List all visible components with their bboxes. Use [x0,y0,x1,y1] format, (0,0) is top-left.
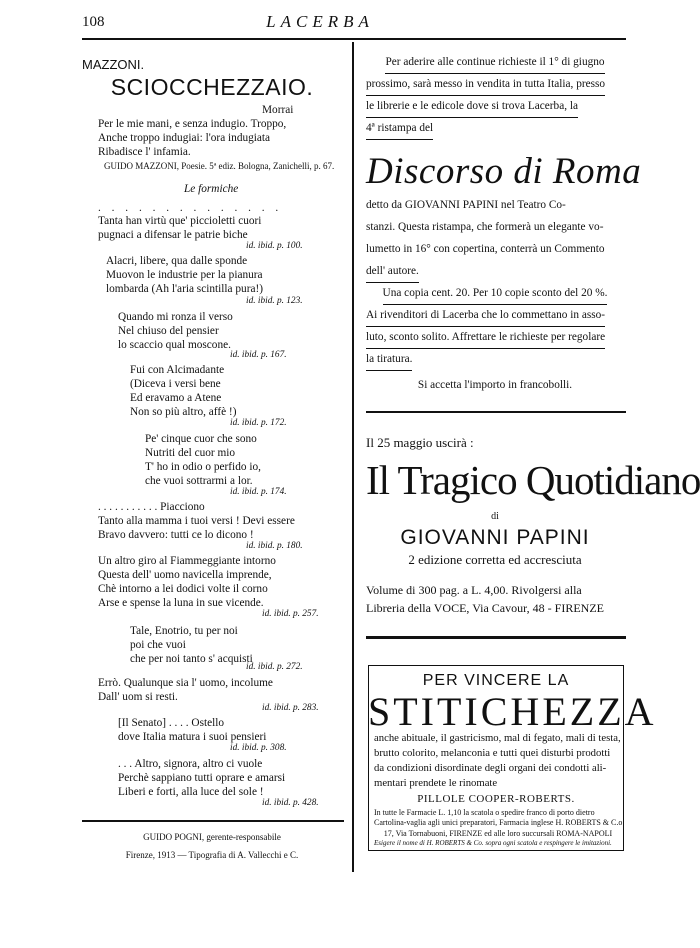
ad-small-line: In tutte le Farmacie L. 1,10 la scatola o spedire franco di porto dietro [374,808,595,817]
poem-line: Alacri, libere, qua dalle sponde [106,255,248,267]
poem-line: Liberi e forti, alla luce del sole ! [118,786,264,798]
poem-line: Bravo davvero: tutti ce lo dicono ! [98,529,254,541]
by-word: di [491,511,499,522]
ad-heading: PER VINCERE LA [422,672,570,689]
poem-line: Ribadisce l' infamia. [98,146,191,158]
ad-body-line: anche abituale, il gastricismo, mal di fegato, mali di testa, [374,732,621,744]
poem-line: T' ho in odio o perfido io, [145,461,261,473]
book-title-discorso: Discorso di Roma [366,151,642,192]
ad-intro-line [366,75,624,96]
ad-price-line [366,350,624,371]
ad-price-line [366,306,624,327]
column-divider [352,42,354,872]
ad-body-line: stanzi. Questa ristampa, che formerà un elegante vo- [366,221,604,233]
ad-body-line: brutto colorito, melanconia e tutti quei disturbi prodotti [374,747,611,759]
poem-line: Tanta han virtù que' piccioletti cuori [98,215,262,227]
citation: id. ibid. p. 283. [262,703,319,713]
poem-line: che per noi tanto s' acquisti [130,653,253,665]
citation: id. ibid. p. 167. [230,350,287,360]
ad-stamps-note: Si accetta l'importo in francobolli. [417,379,573,391]
product-name: PILLOLE COOPER-ROBERTS. [417,793,575,805]
poem-line: Ed eravamo a Atene [130,392,222,404]
poem-line: . . . Altro, signora, altro ci vuole [118,758,263,770]
poem-line: Questa dell' uomo navicella imprende, [98,569,272,581]
ad-big-word: STITICHEZZA [368,689,657,734]
poem-line: Un altro giro al Fiammeggiante intorno [98,555,276,567]
poem-line: che vuoi sottrarmi a lor. [145,475,253,487]
ellipsis-line: . . . . . . . . . . . . . . [98,202,283,214]
book-title-tragico: Il Tragico Quotidiano [366,457,700,503]
journal-title: LACERBA [266,12,374,31]
citation: id. ibid. p. 308. [230,743,287,753]
release-date: Il 25 maggio uscirà : [366,435,474,450]
ad-small-line: 17, Via Tornabuoni, FIRENZE ed alle loro succursali ROMA-NAPOLI [383,829,613,838]
gerente-line: GUIDO POGNI, gerente-responsabile [143,832,281,842]
volume-info: Volume di 300 pag. a L. 4,00. Rivolgersi alla [366,583,582,597]
page-number: 108 [82,14,105,30]
poem-line: Morrai [262,104,294,116]
section-subtitle: Le formiche [184,183,239,195]
poem-line: Perchè sappiano tutti oprare e amarsi [118,772,286,784]
footer-rule [82,820,344,822]
citation: id. ibid. p. 428. [262,798,319,808]
poem-line: . . . . . . . . . . . Piacciono [98,501,205,513]
book-author: GIOVANNI PAPINI [400,526,590,549]
ad-intro-text: 4ª ristampa del [366,119,433,140]
ad-price-text: Ai rivenditori di Lacerba che lo commettano in asso- [366,306,605,327]
ad-price-line [366,284,624,305]
ad-small-line: Cartolina-vaglia agli unici preparatori, Farmacia inglese H. ROBERTS & C.o [374,818,623,827]
article-title: SCIOCCHEZZAIO. [110,74,314,100]
poem-line: Fui con Alcimadante [130,364,225,376]
poem-line: Non so più altro, affè !) [130,406,237,418]
ad-intro-text: Per aderire alle continue richieste il 1° di giugno [385,53,604,74]
ad-separator [366,636,626,639]
ad-body-line: lumetto in 16° con copertina, conterrà un Commento [366,243,605,255]
poem-line: Muovon le industrie per la pianura [106,269,263,281]
edition-note: 2 edizione corretta ed accresciuta [408,552,582,567]
ad-body-line: detto da GIOVANNI PAPINI nel Teatro Co- [366,199,566,211]
ad-price-text: la tiratura. [366,350,412,371]
poem-line: lo scaccio qual moscone. [118,339,231,351]
citation: id. ibid. p. 172. [230,418,287,428]
citation: GUIDO MAZZONI, Poesie. 5ª ediz. Bologna, Zanichelli, p. 67. [104,161,335,171]
ad-body-line: da condizioni disordinate degli organi dei condotti ali- [374,762,607,774]
poem-line: Per le mie mani, e senza indugio. Troppo, [98,118,287,130]
printer-line: Firenze, 1913 — Tipografia di A. Vallecchi e C. [125,850,299,860]
poem-line: pugnaci a difensar le patrie biche [98,229,248,241]
ad-intro-line [366,119,624,140]
poem-line: Chè intorno a lei dodici volte il corno [98,583,268,595]
header-rule [82,38,626,40]
poem-line: lombarda (Ah l'aria scintilla pura!) [106,283,263,295]
ad-body-text: dell' autore. [366,262,419,283]
citation: id. ibid. p. 100. [246,241,303,251]
citation: id. ibid. p. 257. [262,609,319,619]
poem-line: Anche troppo indugiai: l'ora indugiata [98,132,271,144]
citation: id. ibid. p. 123. [246,296,303,306]
ad-intro-text: prossimo, sarà messo in vendita in tutta Italia, presso [366,75,605,96]
poem-line: Quando mi ronza il verso [118,311,233,323]
poem-line: poi che vuoi [130,639,186,651]
ad-price-text: Una copia cent. 20. Per 10 copie sconto del 20 %. [383,284,608,305]
poem-line: Nel chiuso del pensier [118,325,219,337]
volume-info: Libreria della VOCE, Via Cavour, 48 - FIRENZE [366,601,604,615]
poem-line: (Diceva i versi bene [130,378,221,390]
ad-price-line [366,328,624,349]
ad-body-line: mentari prendete le rinomate [374,777,498,789]
citation: id. ibid. p. 180. [246,541,303,551]
ad-intro-line [366,97,624,118]
ad-separator [366,411,626,413]
poem-line: Tale, Enotrio, tu per noi [130,625,238,637]
poem-line: Tanto alla mamma i tuoi versi ! Devi essere [98,515,295,527]
poem-line: Nutriti del cuor mio [145,447,236,459]
poem-line: Arse e spense la luna in sue vicende. [98,597,264,609]
ad-intro-text: le librerie e le edicole dove si trova Lacerba, la [366,97,578,118]
poem-line: Dall' uom si resti. [98,691,178,703]
poem-line: Pe' cinque cuor che sono [145,433,257,445]
citation: id. ibid. p. 174. [230,487,287,497]
ad-intro-line [366,53,624,74]
ad-price-text: luto, sconto solito. Affrettare le richieste per regolare [366,328,605,349]
ad-body-line [366,262,624,283]
citation: id. ibid. p. 272. [246,662,303,672]
article-author: MAZZONI. [82,57,145,72]
poem-line: Errò. Qualunque sia l' uomo, incolume [98,677,273,689]
ad-small-line: Esigere il nome di H. ROBERTS & Co. sopra ogni scatola e respingere le imitazioni. [374,839,612,847]
poem-line: [Il Senato] . . . . Ostello [118,717,225,729]
poem-line: dove Italia matura i suoi pensieri [118,731,267,743]
